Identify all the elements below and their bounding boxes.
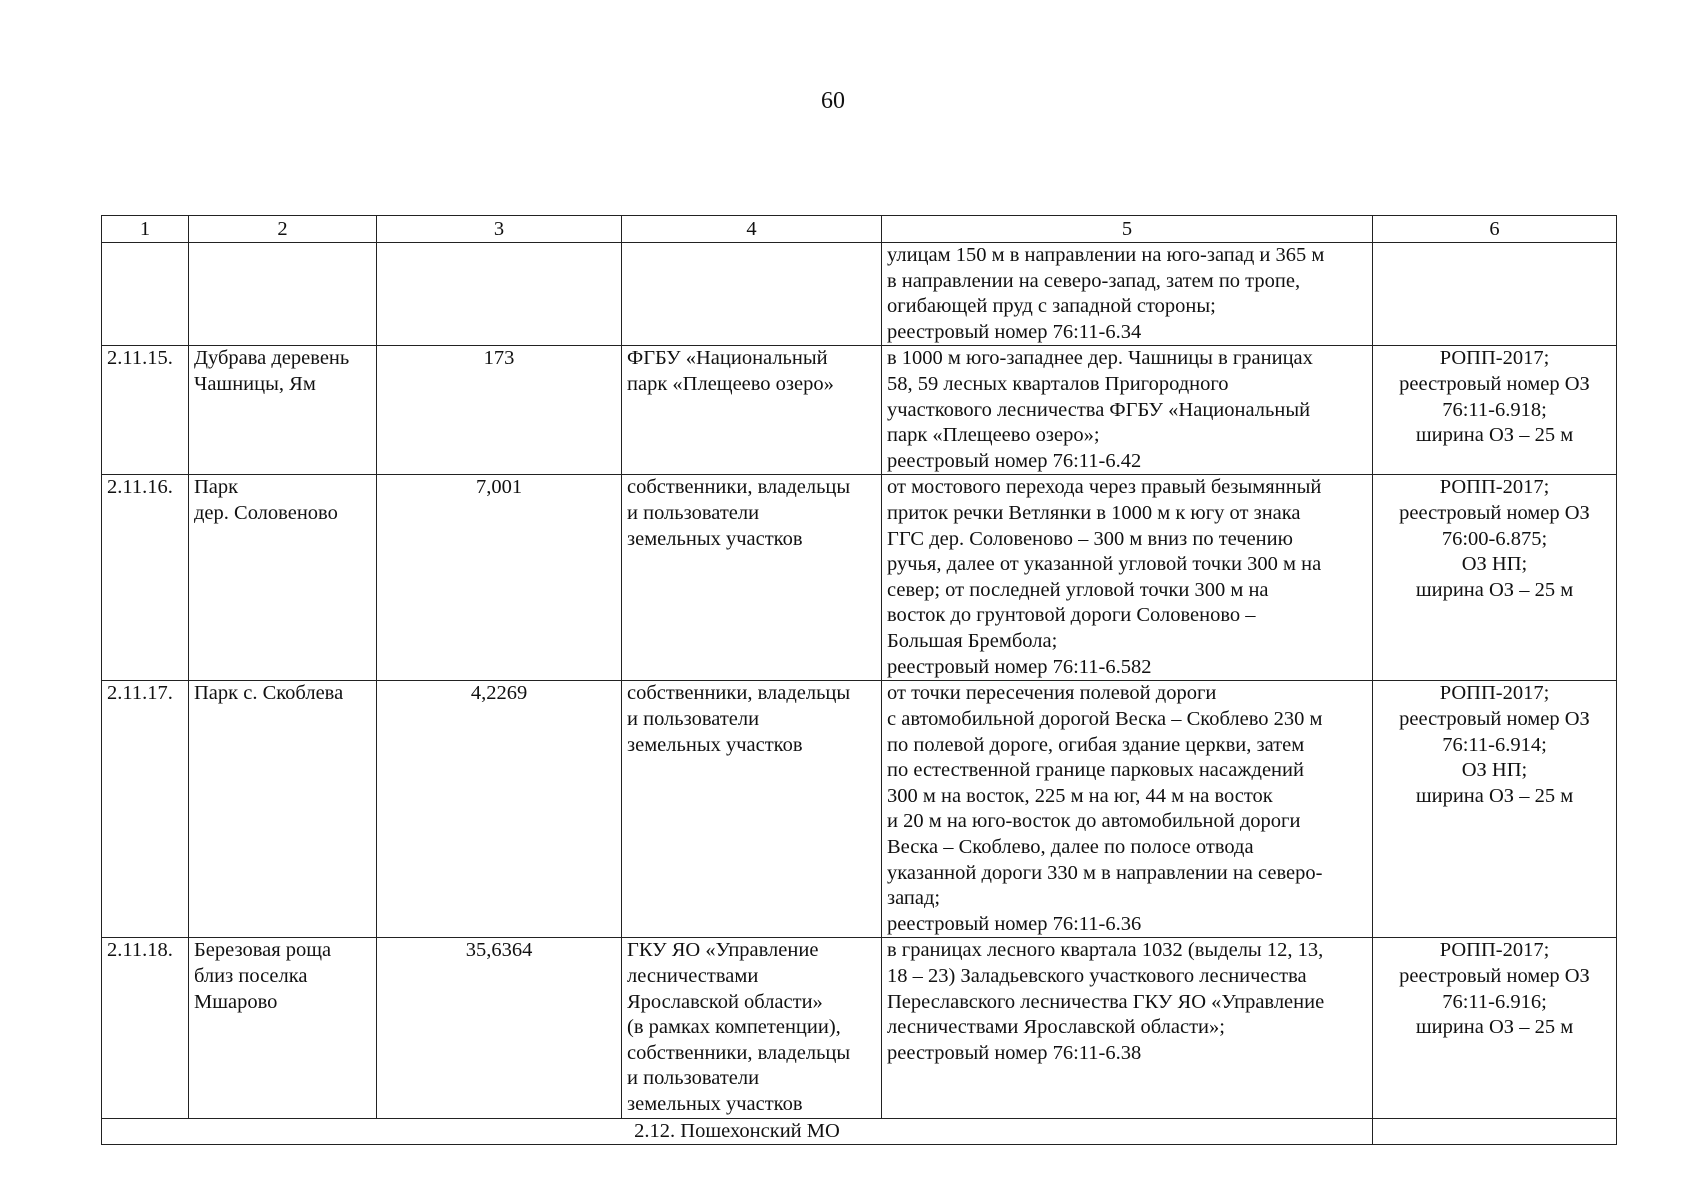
description-cell: в 1000 м юго-западнее дер. Чашницы в границах 58, 59 лесных кварталов Пригородного участкового лесничества ФГБУ «Национальный парк «Плещеево озеро»; реестровый номер 76:11-6.42 (882, 346, 1373, 475)
column-header-1: 1 (102, 216, 189, 243)
area-cell: 7,001 (377, 475, 622, 681)
row-number-cell: 2.11.16. (102, 475, 189, 681)
row-number-cell (102, 243, 189, 346)
area-cell: 4,2269 (377, 681, 622, 938)
header-row (102, 216, 1617, 243)
registry-table (101, 215, 1617, 1145)
owner-cell: ГКУ ЯО «Управление лесничествами Ярославской области» (в рамках компетенции), собственники, владельцы и пользователи земельных участков (622, 938, 882, 1118)
owner-cell: ФГБУ «Национальный парк «Плещеево озеро» (622, 346, 882, 475)
object-name-cell (189, 243, 377, 346)
column-header-2: 2 (189, 216, 377, 243)
row-number-cell: 2.11.18. (102, 938, 189, 1118)
area-cell: 173 (377, 346, 622, 475)
description-cell: в границах лесного квартала 1032 (выделы 12, 13, 18 – 23) Заладьевского участкового лесничества Переславского лесничества ГКУ ЯО «Управление лесничествами Ярославской области»; реестровый номер 76:11-6.38 (882, 938, 1373, 1118)
area-cell: 35,6364 (377, 938, 622, 1118)
table-row (102, 346, 1617, 475)
notes-cell: РОПП-2017; реестровый номер ОЗ 76:11-6.918; ширина ОЗ – 25 м (1373, 346, 1617, 475)
notes-cell: РОПП-2017; реестровый номер ОЗ 76:11-6.914; ОЗ НП; ширина ОЗ – 25 м (1373, 681, 1617, 938)
object-name-cell: Дубрава деревень Чашницы, Ям (189, 346, 377, 475)
owner-cell: собственники, владельцы и пользователи земельных участков (622, 475, 882, 681)
column-header-5: 5 (882, 216, 1373, 243)
object-name-cell: Парк с. Скоблева (189, 681, 377, 938)
table-row (102, 938, 1617, 1118)
object-name-cell: Парк дер. Соловеново (189, 475, 377, 681)
row-number-cell: 2.11.17. (102, 681, 189, 938)
column-header-3: 3 (377, 216, 622, 243)
column-header-4: 4 (622, 216, 882, 243)
section-title-cell: 2.12. Пошехонский МО (102, 1118, 1373, 1145)
owner-cell (622, 243, 882, 346)
owner-cell: собственники, владельцы и пользователи земельных участков (622, 681, 882, 938)
notes-cell (1373, 243, 1617, 346)
area-cell (377, 243, 622, 346)
section-notes-cell (1373, 1118, 1617, 1145)
page-number: 60 (821, 88, 845, 114)
section-row (102, 1118, 1617, 1145)
object-name-cell: Березовая роща близ поселка Мшарово (189, 938, 377, 1118)
notes-cell: РОПП-2017; реестровый номер ОЗ 76:11-6.916; ширина ОЗ – 25 м (1373, 938, 1617, 1118)
description-cell: от мостового перехода через правый безымянный приток речки Ветлянки в 1000 м к югу от знака ГГС дер. Соловеново – 300 м вниз по течению ручья, далее от указанной угловой точки 300 м на север; от последней угловой точки 300 м на восток до грунтовой дороги Соловеново – Большая Брембола; реестровый номер 76:11-6.582 (882, 475, 1373, 681)
notes-cell: РОПП-2017; реестровый номер ОЗ 76:00-6.875; ОЗ НП; ширина ОЗ – 25 м (1373, 475, 1617, 681)
table-row (102, 681, 1617, 938)
column-header-6: 6 (1373, 216, 1617, 243)
row-number-cell: 2.11.15. (102, 346, 189, 475)
description-cell: улицам 150 м в направлении на юго-запад и 365 м в направлении на северо-запад, затем по тропе, огибающей пруд с западной стороны; реестровый номер 76:11-6.34 (882, 243, 1373, 346)
table-row (102, 243, 1617, 346)
description-cell: от точки пересечения полевой дороги с автомобильной дорогой Веска – Скоблево 230 м по полевой дороге, огибая здание церкви, затем по естественной границе парковых насаждений 300 м на восток, 225 м на юг, 44 м на восток и 20 м на юго-восток до автомобильной дороги Веска – Скоблево, далее по полосе отвода указанной дороги 330 м в направлении на северо- запад; реестровый номер 76:11-6.36 (882, 681, 1373, 938)
table-row (102, 475, 1617, 681)
